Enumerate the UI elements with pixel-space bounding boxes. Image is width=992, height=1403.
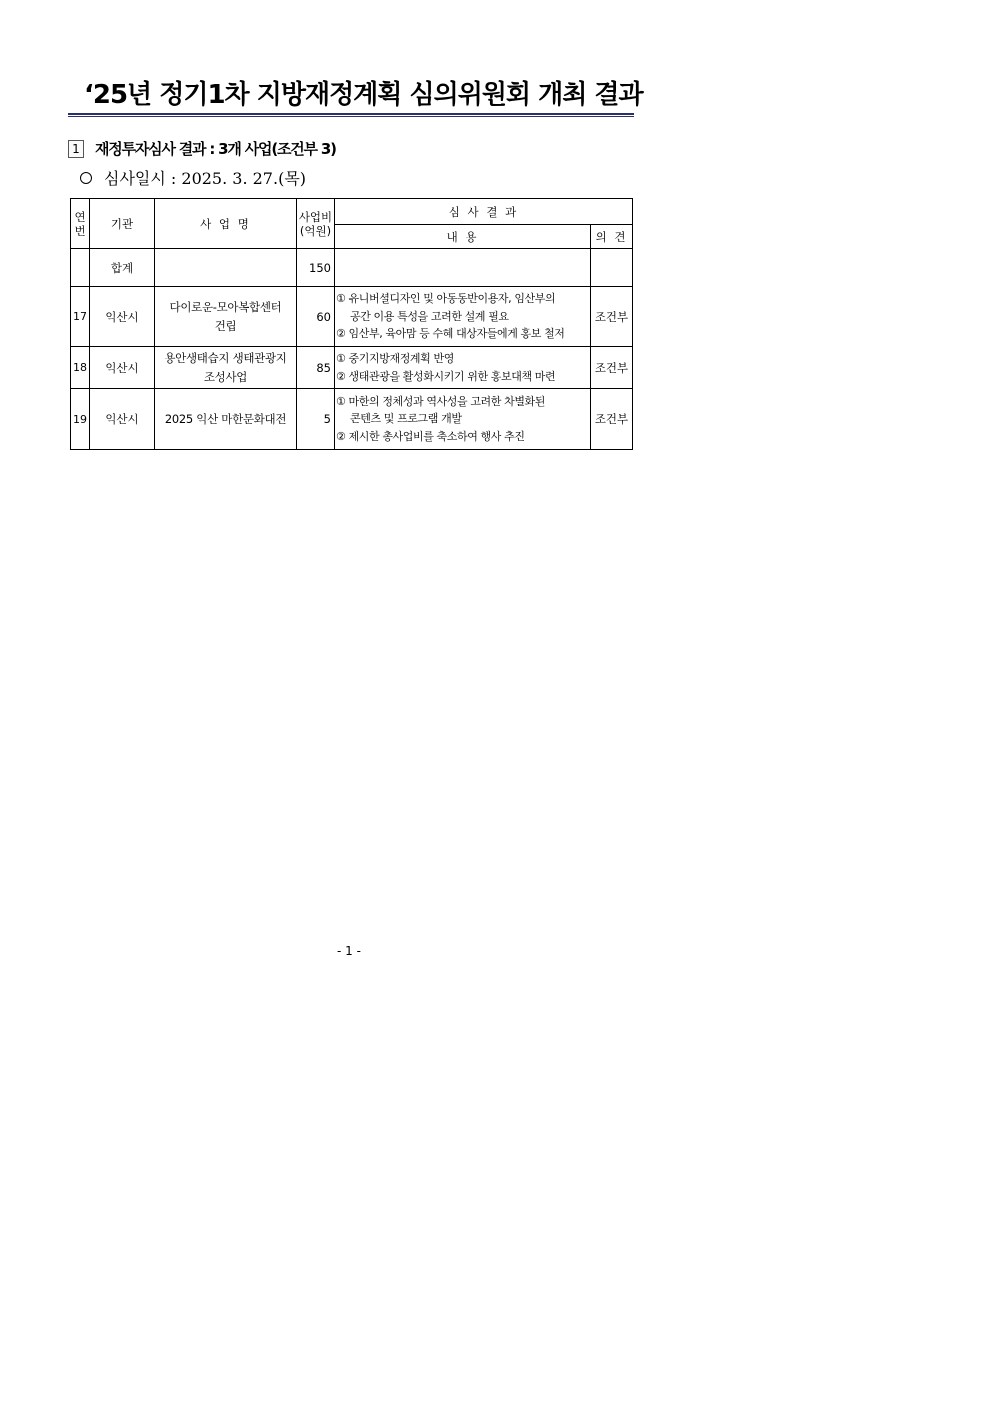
row-budget: 5 — [297, 389, 335, 450]
row-content: ① 중기지방재정계획 반영 ② 생태관광을 활성화시키기 위한 홍보대책 마련 — [335, 347, 591, 389]
row-content: ① 마한의 정체성과 역사성을 고려한 차별화된 콘텐츠 및 프로그램 개발 ② 제시한 총사업비를 축소하여 행사 추진 — [335, 389, 591, 450]
total-row — [71, 249, 633, 287]
header-opinion: 의 견 — [591, 225, 633, 249]
row-no: 18 — [71, 347, 90, 389]
row-content: ① 유니버셜디자인 및 아동동반이용자, 임산부의 공간 이용 특성을 고려한 설계 필요 ② 임산부, 육아맘 등 수혜 대상자들에게 홍보 철저 — [335, 287, 591, 347]
table-row — [71, 389, 633, 450]
review-date-line — [80, 166, 306, 189]
page-number: - 1 - — [337, 944, 361, 958]
row-project: 용안생태습지 생태관광지 조성사업 — [155, 347, 297, 389]
row-project: 다이로운-모아복합센터 건립 — [155, 287, 297, 347]
row-no: 17 — [71, 287, 90, 347]
row-opinion: 조건부 — [591, 347, 633, 389]
page-title: ‘25년 정기1차 지방재정계획 심의위원회 개최 결과 — [84, 80, 643, 110]
row-agency: 익산시 — [90, 287, 155, 347]
header-agency: 기관 — [90, 199, 155, 249]
header-content: 내 용 — [335, 225, 591, 249]
row-project: 2025 익산 마한문화대전 — [155, 389, 297, 450]
review-results-table — [70, 198, 633, 450]
section-heading — [68, 138, 336, 159]
table-row — [71, 287, 633, 347]
row-agency: 익산시 — [90, 389, 155, 450]
title-block — [68, 78, 643, 117]
section-title: 재정투자심사 결과 : 3개 사업(조건부 3) — [95, 140, 336, 158]
row-budget: 85 — [297, 347, 335, 389]
title-underline-thin — [68, 116, 634, 117]
row-agency: 익산시 — [90, 347, 155, 389]
header-result: 심 사 결 과 — [335, 199, 633, 225]
header-budget: 사업비 (억원) — [297, 199, 335, 249]
row-no: 19 — [71, 389, 90, 450]
header-no: 연번 — [71, 199, 90, 249]
header-project: 사 업 명 — [155, 199, 297, 249]
total-budget: 150 — [297, 249, 335, 287]
review-date: 심사일시 : 2025. 3. 27.(목) — [104, 169, 307, 188]
title-underline — [68, 113, 634, 115]
row-opinion: 조건부 — [591, 389, 633, 450]
table-row — [71, 347, 633, 389]
total-label: 합계 — [90, 249, 155, 287]
row-opinion: 조건부 — [591, 287, 633, 347]
row-budget: 60 — [297, 287, 335, 347]
circle-bullet-icon — [80, 172, 92, 184]
section-number-box: 1 — [68, 140, 84, 158]
